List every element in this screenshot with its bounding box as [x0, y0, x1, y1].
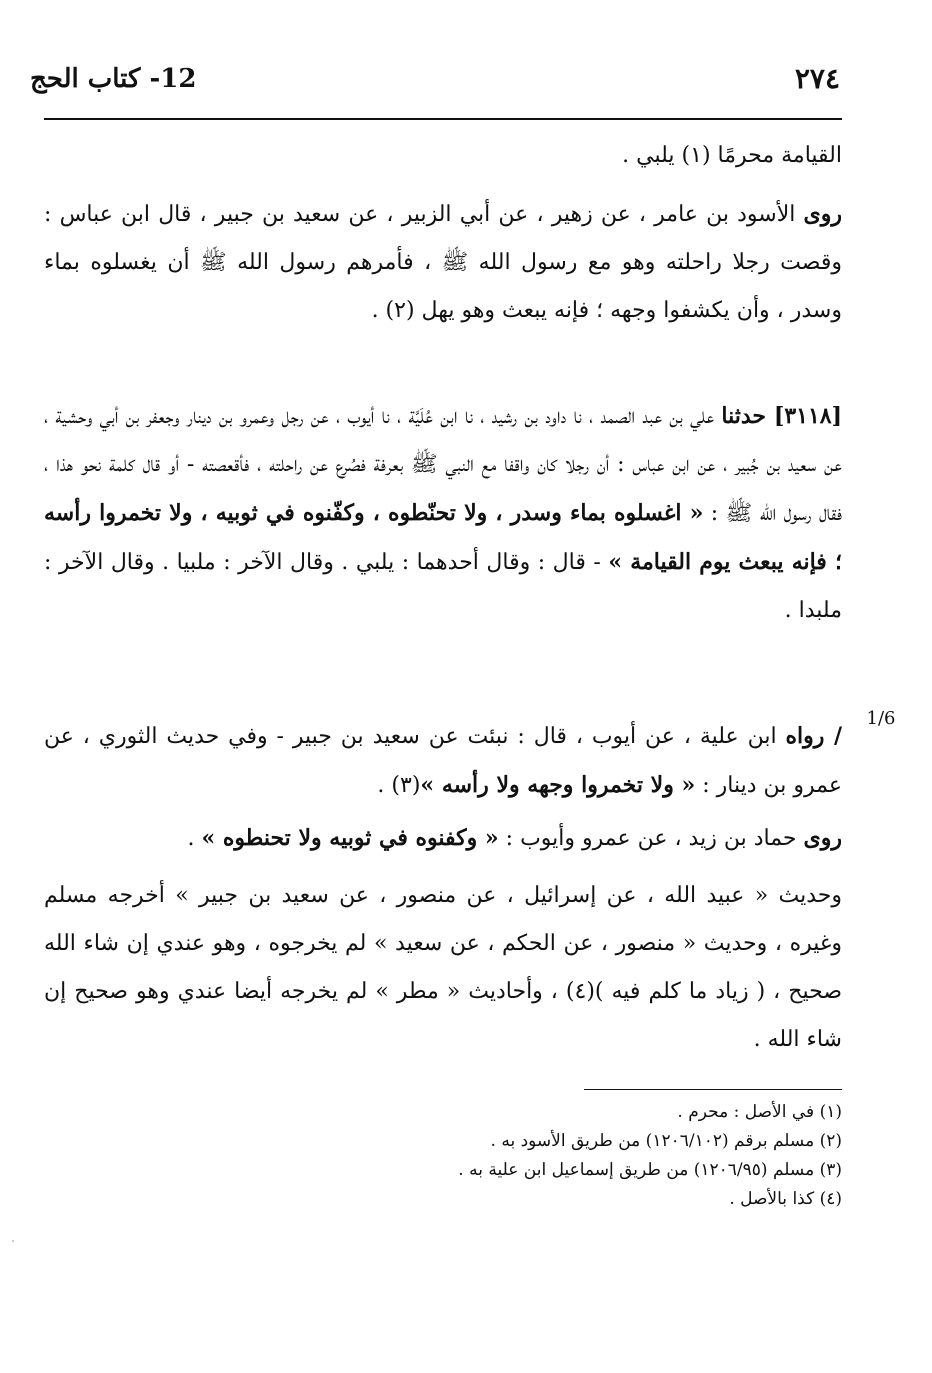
scan-speck: [12, 1240, 14, 1242]
page-number: ٢٧٤: [794, 62, 840, 95]
footnotes-list: [300, 1098, 842, 1214]
paragraph-tail: (٣) .: [377, 773, 421, 798]
footnote-rule: [584, 1089, 842, 1090]
footnote-item: (١) في الأصل : محرم .: [677, 1102, 842, 1122]
paragraph-lead: روى: [803, 201, 842, 227]
paragraph-continuation: القيامة محرمًا (١) يلبي .: [622, 143, 842, 168]
hadith-tail: - قال : وقال أحدهما : يلبي . وقال الآخر : ملبيا . وقال الآخر : ملبدا .: [44, 550, 842, 623]
paragraph-tail: .: [187, 826, 202, 851]
paragraph-text: ابن علية ، عن أيوب ، قال : نبئت عن سعيد بن جبير - وفي حديث الثوري ، عن عمرو بن دينار :: [44, 724, 842, 798]
paragraph-riwaya-1: [44, 190, 842, 335]
chapter-title: 12- كتاب الحج: [30, 64, 197, 94]
hadith-isnad: علي بن عبد الصمد ، نا داود بن رشيد ، نا ابن عُلَيَّة ، نا أيوب ، عن رجل وعمرو بن دينار وجعفر بن أبي وحشية ، عن سعيد بن جُبير ، عن ابن عباس : أن رجلا كان واقفا مع النبي ﷺ بعرفة فصُرع عن راحلته ، فأقعصته - أو قال كلمة نحو هذا ، فقال رسول الله ﷺ :: [44, 404, 842, 526]
footnote-item: (٤) كذا بالأصل .: [729, 1189, 842, 1209]
paragraph-lead: / رواه: [785, 723, 842, 749]
footnote-item: (٢) مسلم برقم (١٢٠٦/١٠٢) من طريق الأسود به .: [490, 1131, 842, 1151]
margin-folio-note: 1/6: [866, 708, 896, 729]
paragraph-commentary: وحديث « عبيد الله ، عن إسرائيل ، عن منصور ، عن سعيد بن جبير » أخرجه مسلم وغيره ، وحديث « منصور ، عن الحكم ، عن سعيد » لم يخرجوه ، وهو عندي إن شاء الله صحيح ، ( زياد ما كلم فيه )(٤) ، وأحاديث « مطر » لم يخرجه أيضا عندي وهو صحيح إن شاء الله .: [44, 883, 842, 1052]
paragraph-quote: « ولا تخمروا وجهه ولا رأسه »: [420, 772, 696, 798]
header-rule: [44, 118, 842, 120]
paragraph-riwaya-2: [44, 712, 842, 810]
paragraph-text: حماد بن زيد ، عن عمرو وأيوب :: [498, 826, 804, 851]
hadith-3118: [44, 392, 842, 635]
paragraph-text: الأسود بن عامر ، عن زهير ، عن أبي الزبير ، عن سعيد بن جبير ، قال ابن عباس : وقصت رجلا راحلته وهو مع رسول الله ﷺ ، فأمرهم رسول الله ﷺ أن يغسلوه بماء وسدر ، وأن يكشفوا وجهه ؛ فإنه يبعث وهو يهل (٢) .: [44, 202, 842, 323]
paragraph-riwaya-3: [44, 814, 842, 863]
paragraph-quote: « وكفنوه في ثوبيه ولا تحنطوه »: [201, 825, 499, 851]
hadith-matn: « اغسلوه بماء وسدر ، ولا تحنّطوه ، وكفّنوه في ثوبيه ، ولا تخمروا رأسه ؛ فإنه يبعث يوم القيامة »: [44, 500, 842, 575]
hadith-number-lead: [٣١١٨] حدثنا: [721, 403, 843, 429]
paragraph-lead: روى: [803, 825, 842, 851]
footnote-item: (٣) مسلم (١٢٠٦/٩٥) من طريق إسماعيل ابن علية به .: [458, 1160, 842, 1180]
